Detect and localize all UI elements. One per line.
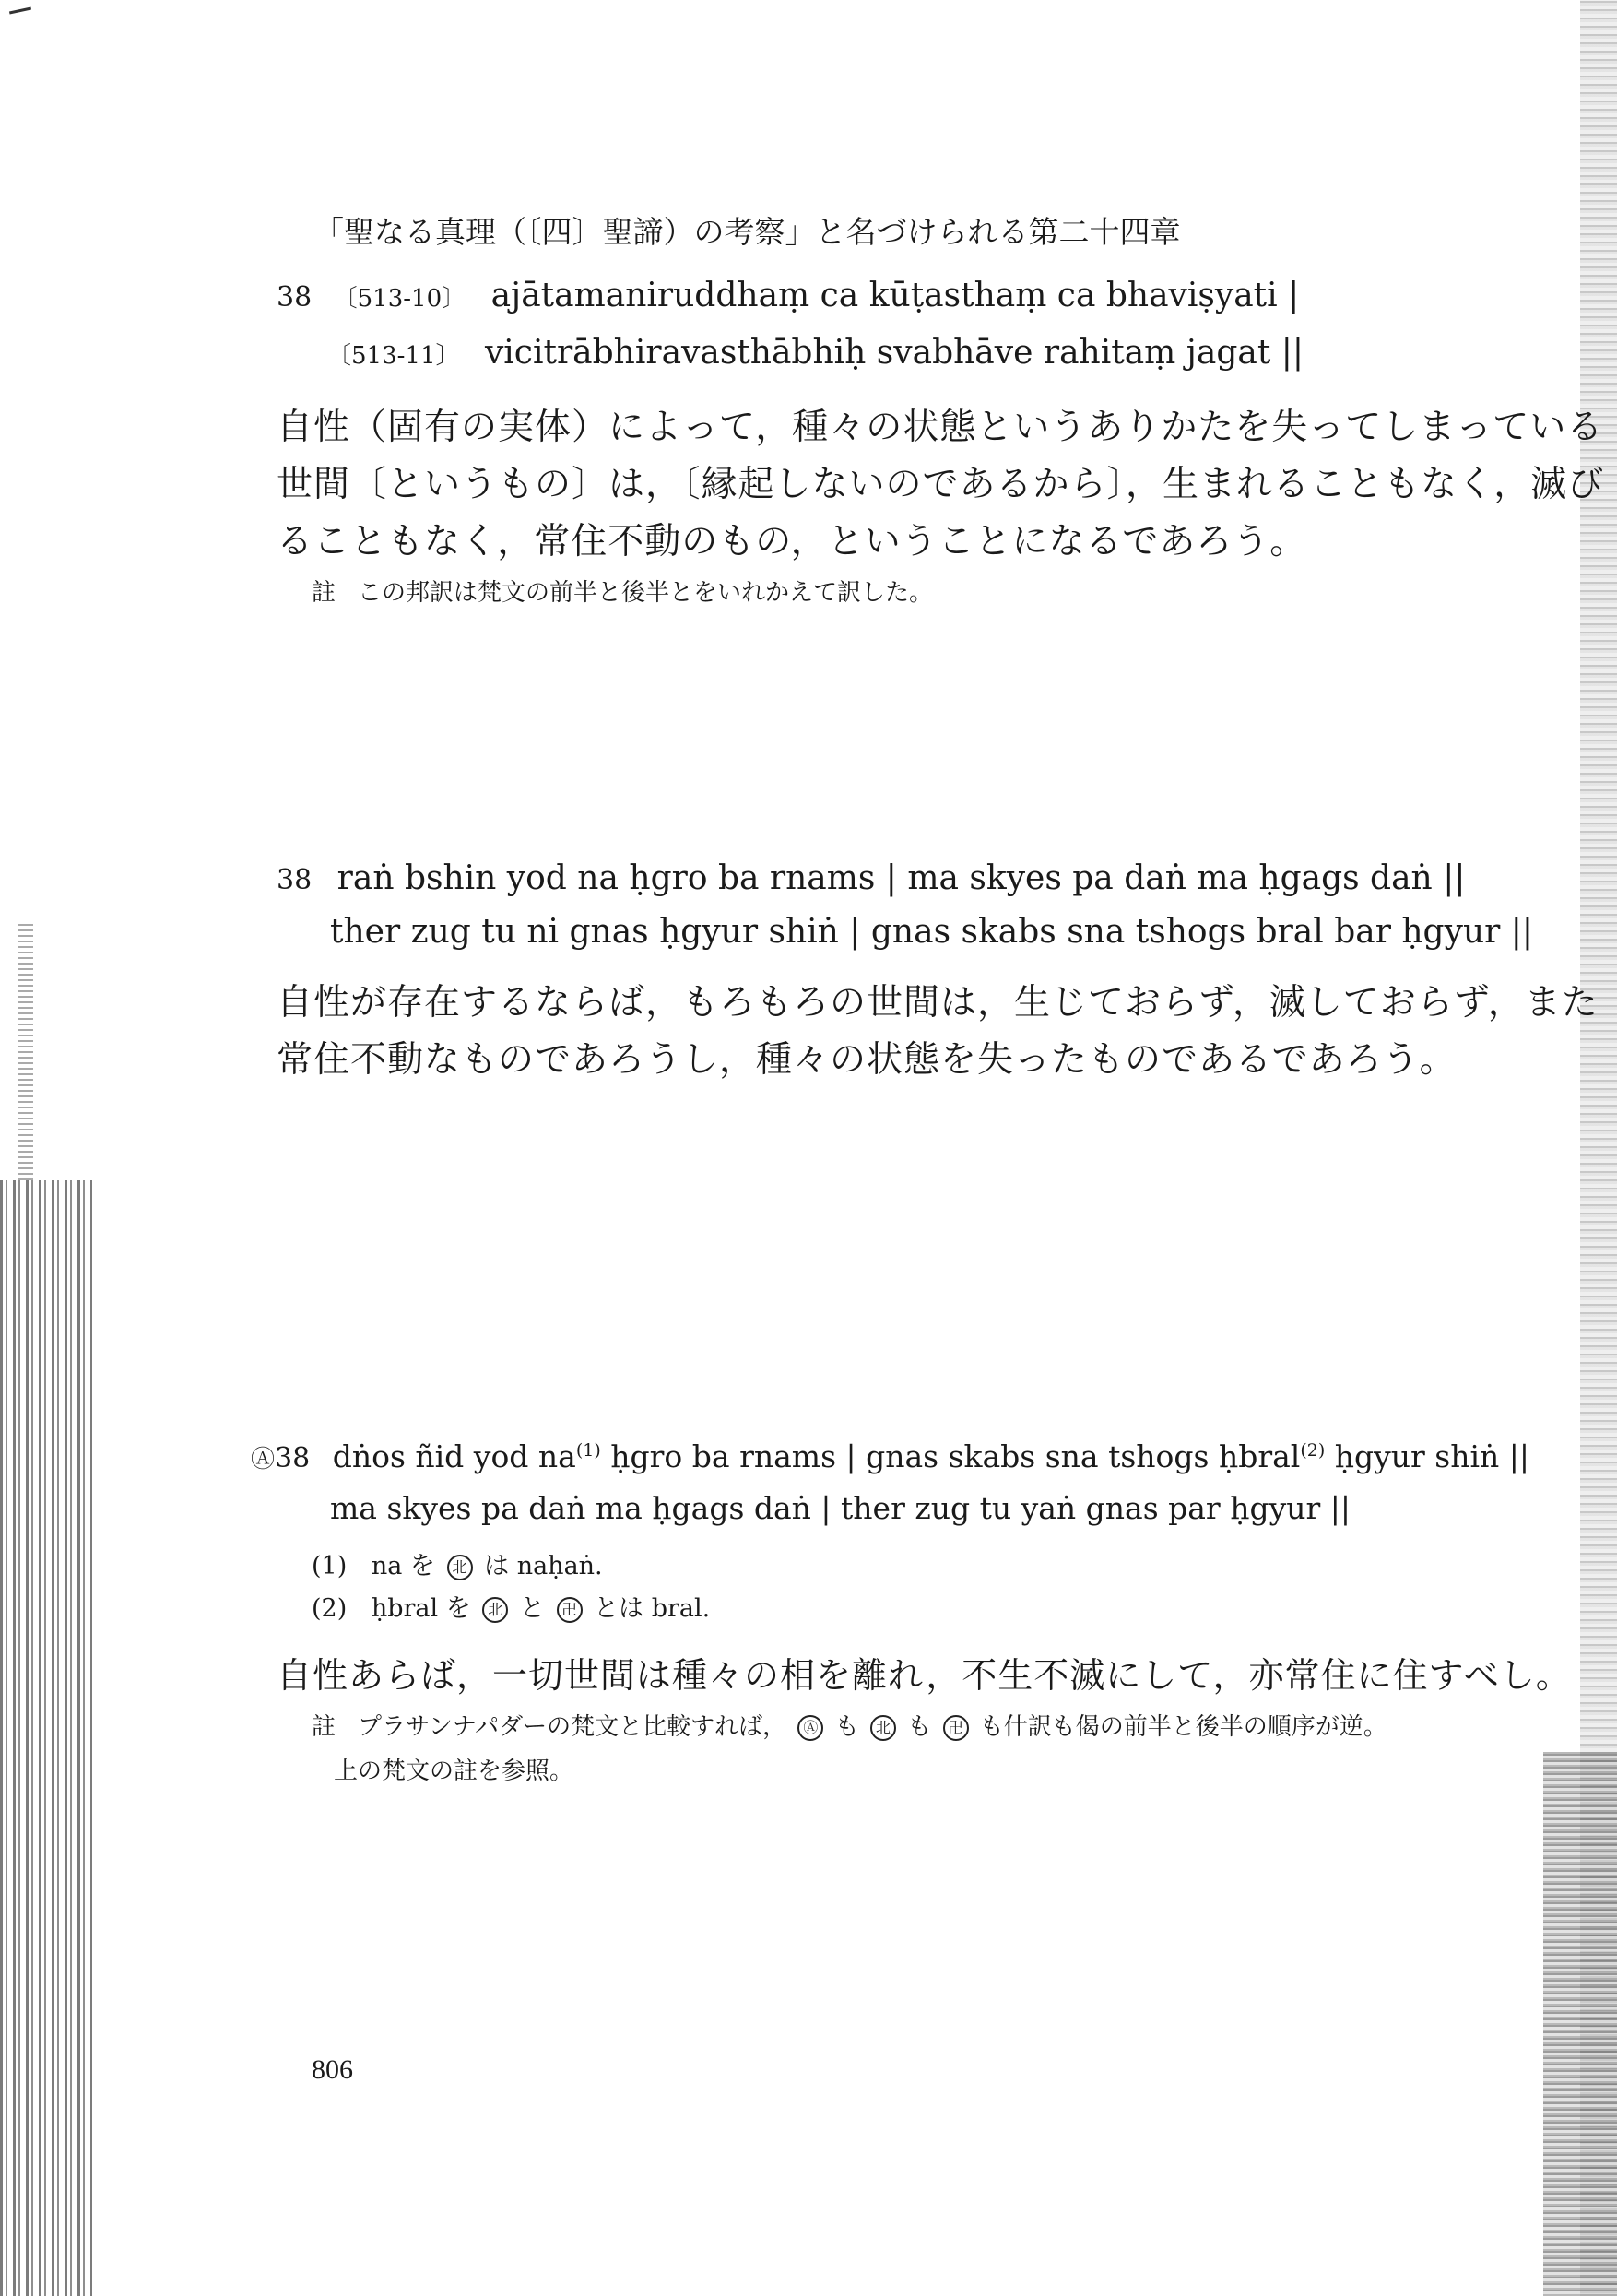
scan-edge-left [0,1180,92,2296]
circled-mark: 卍 [557,1597,583,1623]
tibetan-verse-line2: ther zug tu ni gnas ḥgyur shiṅ | gnas skabs sna tshogs bral bar ḥgyur || [330,913,1534,951]
verse-text-c: ḥgyur shiṅ || [1325,1438,1530,1474]
page-number: 806 [312,2054,353,2085]
translation-line: 自性が存在するならば，もろもろの世間は，生じておらず，滅しておらず，また [277,982,1599,1024]
note-text: も [907,1713,932,1741]
sanskrit-verse-line2 [327,334,1304,372]
translator-note [312,1708,1387,1742]
verse-text: vicitrābhiravasthābhiḥ svabhāve rahitaṃ jagat || [484,334,1304,372]
circled-mark: 卍 [943,1715,969,1741]
tibetan-verse-line1 [277,859,1465,897]
variant-verse-line1 [251,1438,1529,1474]
variant-verse-line2: ma skyes pa daṅ ma ḥgags daṅ | ther zug tu yaṅ gnas par ḥgyur || [330,1490,1351,1526]
footnote-num: (1) [312,1552,348,1580]
circled-mark: Ⓐ [797,1715,823,1741]
running-heading: 「聖なる真理（〔四〕聖諦）の考察」と名づけられる第二十四章 [313,214,1181,250]
circled-mark: 北 [482,1597,508,1623]
note-text: この邦訳は梵文の前半と後半とをいれかえて訳した。 [358,579,934,607]
footnote-ref-1: (1) [575,1440,601,1461]
translation-line: 自性あらば，一切世間は種々の相を離れ，不生不滅にして，亦常住に住すべし。 [277,1655,1572,1696]
scan-mark [9,7,31,15]
circled-mark: 北 [870,1715,896,1741]
footnote-text: とは bral. [594,1594,711,1623]
footnote-2 [312,1588,710,1624]
footnote-text: na を [371,1552,435,1580]
scan-edge-left-thin [18,922,33,1180]
translation-line: 世間〔というもの〕は，〔縁起しないのであるから〕，生まれることもなく，滅び [277,464,1605,505]
verse-text-a: dṅos ñid yod na [332,1438,576,1474]
verse-number: 38 [275,1442,311,1474]
circled-mark: 北 [447,1555,473,1580]
footnote-text: と [519,1594,545,1623]
footnote-ref-2: (2) [1300,1440,1326,1461]
note-text: プラサンナパダーの梵文と比較すれば， [358,1713,787,1741]
note-label: 註 [312,1713,336,1741]
note-label: 註 [312,579,336,607]
footnote-num: (2) [312,1594,348,1623]
translation-line: ることもなく，常住不動のもの，ということになるであろう。 [277,521,1307,562]
note-text: も [834,1713,859,1741]
verse-number: 38 [277,281,313,314]
verse-ref: 〔513-10〕 [333,285,466,313]
verse-text: ajātamaniruddhaṃ ca kūṭasthaṃ ca bhaviṣyati | [490,277,1300,314]
footnote-text: ḥbral を [371,1594,471,1623]
verse-text-b: ḥgro ba rnams | gnas skabs sna tshogs ḥbral [600,1438,1301,1474]
translator-note-line2: 上の梵文の註を参照。 [334,1758,574,1785]
scan-edge-right-dark [1543,1752,1617,2296]
verse-text: raṅ bshin yod na ḥgro ba rnams | ma skyes pa daṅ ma ḥgags daṅ || [336,859,1466,897]
verse-number: 38 [277,864,313,896]
translation-line: 自性（固有の実体）によって，種々の状態というありかたを失ってしまっている [277,407,1604,448]
verse-ref: 〔513-11〕 [327,342,460,370]
note-text: も什訳も偈の前半と後半の順序が逆。 [979,1713,1387,1741]
translator-note [312,574,933,608]
variant-marker: Ⓐ [251,1446,276,1473]
footnote-1 [312,1545,603,1581]
footnote-text: は naḥaṅ. [484,1552,603,1580]
sanskrit-verse-line1 [277,277,1299,314]
translation-line: 常住不動なものであろうし，種々の状態を失ったものであるであろう。 [277,1039,1457,1081]
